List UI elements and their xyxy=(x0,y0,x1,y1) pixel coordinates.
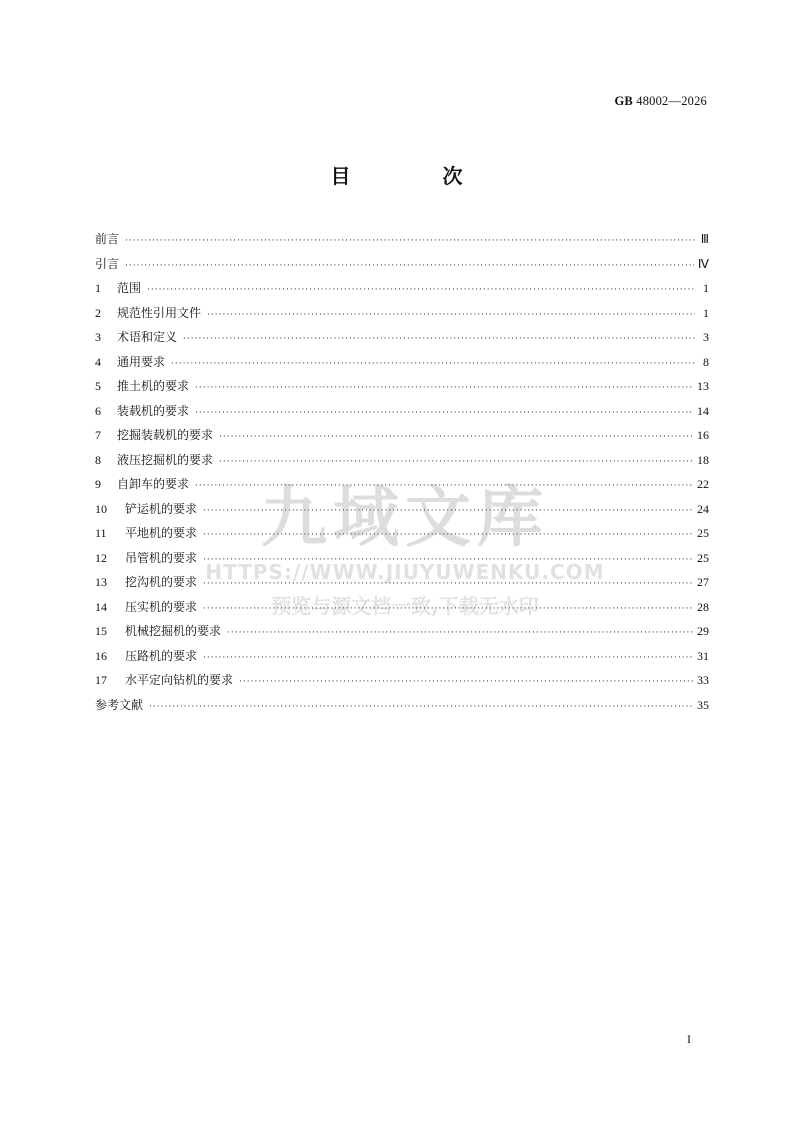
toc-leader-dots xyxy=(183,327,695,352)
toc-entry-page: 1 xyxy=(703,305,709,320)
standard-code xyxy=(614,94,707,109)
toc-entry[interactable] xyxy=(95,374,709,399)
toc-leader-dots xyxy=(149,695,693,720)
toc-entry-page: 24 xyxy=(697,501,709,516)
toc-entry-number: 3 xyxy=(95,330,101,344)
toc-entry-number: 2 xyxy=(95,305,101,320)
watermark-subtitle: 预览与源文档一致,下载无水印 xyxy=(271,594,539,618)
toc-entry-label: 挖掘装载机的要求 xyxy=(117,428,214,442)
toc-entry-number: 12 xyxy=(95,550,107,565)
toc-entry-label: 平地机的要求 xyxy=(125,526,198,540)
toc-entry[interactable] xyxy=(95,619,709,644)
toc-entry-label: 压路机的要求 xyxy=(125,648,198,663)
toc-entry-label: 挖沟机的要求 xyxy=(125,575,198,589)
toc-entry-page: 18 xyxy=(697,452,709,467)
toc-entry[interactable] xyxy=(95,276,709,301)
toc-entry-page: Ⅲ xyxy=(700,232,709,246)
toc-entry-number: 17 xyxy=(95,673,107,687)
toc-entry[interactable] xyxy=(95,521,709,546)
toc-entry-page: 29 xyxy=(697,624,709,638)
toc-entry-label: 规范性引用文件 xyxy=(117,305,202,320)
toc-entry-page: 8 xyxy=(703,354,709,369)
toc-entry-page: Ⅳ xyxy=(697,256,709,271)
toc-entry-number: 14 xyxy=(95,599,107,614)
toc-entry[interactable] xyxy=(95,546,709,571)
toc-entry-label: 推土机的要求 xyxy=(117,379,190,393)
toc-entry-page: 35 xyxy=(697,697,709,712)
toc-leader-dots xyxy=(147,278,695,303)
toc-leader-dots xyxy=(203,597,693,622)
toc-entry[interactable] xyxy=(95,448,709,473)
toc-leader-dots xyxy=(195,376,693,401)
toc-entry-label: 前言 xyxy=(95,232,120,246)
toc-entry-label: 压实机的要求 xyxy=(125,599,198,614)
toc-entry[interactable] xyxy=(95,350,709,375)
watermark-url: HTTPS://WWW.JIUYUWENKU.COM xyxy=(205,560,605,584)
toc-entry-label: 通用要求 xyxy=(117,354,166,369)
toc-entry-label: 装载机的要求 xyxy=(117,403,190,418)
toc-entry-number: 8 xyxy=(95,452,101,467)
standard-prefix: GB xyxy=(614,94,633,108)
toc-entry-number: 15 xyxy=(95,624,107,638)
toc-entry-number: 1 xyxy=(95,281,101,295)
toc-entry[interactable] xyxy=(95,497,709,522)
toc-entry-number: 11 xyxy=(95,526,107,540)
toc-entry[interactable] xyxy=(95,227,709,252)
toc-entry-page: 13 xyxy=(697,379,709,393)
toc-entry[interactable] xyxy=(95,472,709,497)
toc-entry-page: 3 xyxy=(703,330,709,344)
toc-entry-number: 13 xyxy=(95,575,107,589)
toc-leader-dots xyxy=(203,499,693,524)
toc-leader-dots xyxy=(171,352,695,377)
toc-entry-page: 25 xyxy=(697,550,709,565)
toc-entry-number: 4 xyxy=(95,354,101,369)
toc-entry-label: 机械挖掘机的要求 xyxy=(125,624,222,638)
toc-entry-page: 14 xyxy=(697,403,709,418)
toc-entry[interactable] xyxy=(95,301,709,326)
toc-entry-label: 术语和定义 xyxy=(117,330,178,344)
page-title: 目 次 xyxy=(330,164,499,188)
toc-leader-dots xyxy=(207,303,695,328)
toc-entry-label: 范围 xyxy=(117,281,142,295)
toc-leader-dots xyxy=(195,401,693,426)
toc-entry-page: 16 xyxy=(697,428,709,442)
toc-entry-number: 5 xyxy=(95,379,101,393)
toc-entry[interactable] xyxy=(95,399,709,424)
toc-entry-number: 9 xyxy=(95,477,101,491)
toc-leader-dots xyxy=(203,646,693,671)
toc-leader-dots xyxy=(125,229,695,254)
toc-entry-number: 16 xyxy=(95,648,107,663)
toc-leader-dots xyxy=(219,425,693,450)
toc-entry-label: 吊管机的要求 xyxy=(125,550,198,565)
table-of-contents xyxy=(95,227,709,717)
toc-entry-number: 10 xyxy=(95,501,107,516)
toc-leader-dots xyxy=(203,548,693,573)
toc-entry-page: 33 xyxy=(697,673,709,687)
toc-entry[interactable] xyxy=(95,570,709,595)
toc-leader-dots xyxy=(239,670,693,695)
toc-entry-page: 28 xyxy=(697,599,709,614)
toc-entry-label: 参考文献 xyxy=(95,697,144,712)
toc-entry[interactable] xyxy=(95,668,709,693)
toc-entry-label: 铲运机的要求 xyxy=(125,501,198,516)
toc-entry[interactable] xyxy=(95,693,709,718)
toc-entry[interactable] xyxy=(95,595,709,620)
toc-entry-page: 22 xyxy=(697,477,709,491)
toc-entry[interactable] xyxy=(95,644,709,669)
toc-leader-dots xyxy=(125,254,694,279)
toc-entry[interactable] xyxy=(95,325,709,350)
toc-leader-dots xyxy=(227,621,693,646)
toc-entry-page: 31 xyxy=(697,648,709,663)
toc-entry-page: 1 xyxy=(703,281,709,295)
toc-leader-dots xyxy=(203,523,693,548)
toc-entry-label: 液压挖掘机的要求 xyxy=(117,452,214,467)
toc-entry[interactable] xyxy=(95,423,709,448)
toc-leader-dots xyxy=(195,474,693,499)
toc-entry-number: 7 xyxy=(95,428,101,442)
toc-entry-label: 引言 xyxy=(95,256,120,271)
toc-entry-label: 自卸车的要求 xyxy=(117,477,190,491)
toc-entry[interactable] xyxy=(95,252,709,277)
toc-entry-page: 27 xyxy=(697,575,709,589)
toc-leader-dots xyxy=(219,450,693,475)
toc-entry-label: 水平定向钻机的要求 xyxy=(125,673,234,687)
watermark-main: 九域文库 xyxy=(261,479,549,556)
toc-entry-page: 25 xyxy=(697,526,709,540)
page-number: I xyxy=(687,1032,691,1046)
toc-entry-number: 6 xyxy=(95,403,101,418)
toc-leader-dots xyxy=(203,572,693,597)
standard-number: 48002—2026 xyxy=(636,94,707,108)
